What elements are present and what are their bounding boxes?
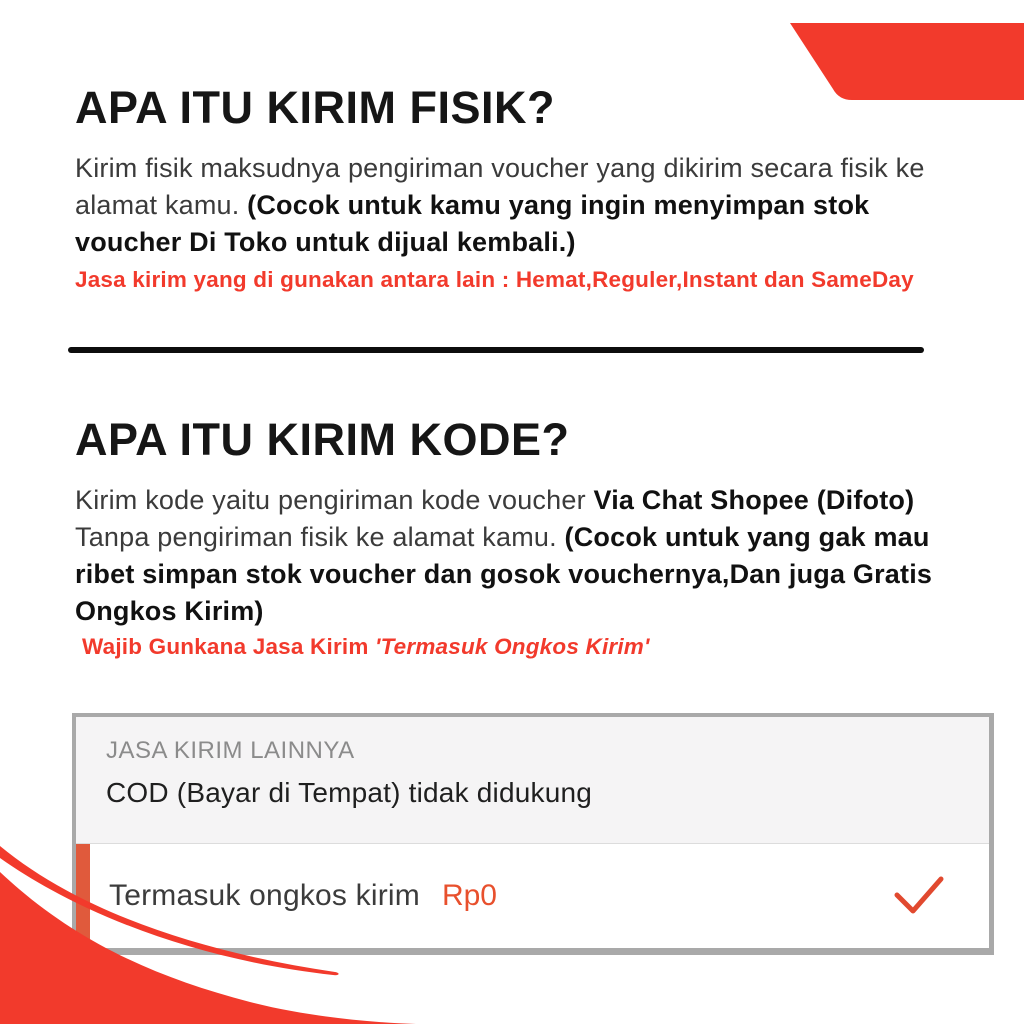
wave-shape-bottom-left [0,840,420,1024]
section-kode-title: APA ITU KIRIM KODE? [75,414,570,465]
shipping-option-price: Rp0 [441,879,497,912]
section-kode-body [75,482,943,630]
section-kode-note-normal: Wajib Gunkana Jasa Kirim [82,634,376,659]
shipping-card-header-label: JASA KIRIM LAINNYA [106,737,355,764]
section-kode-body-part1: Kirim kode yaitu pengiriman kode voucher [75,485,594,515]
shipping-card-cod-text: COD (Bayar di Tempat) tidak didukung [106,777,593,808]
section-kode-body-part2: Tanpa pengiriman fisik ke alamat kamu. [75,522,565,552]
section-fisik-note: Jasa kirim yang di gunakan antara lain : Hemat,Reguler,Instant dan SameDay [75,267,914,292]
section-fisik-body [75,150,943,261]
section-kode-body-bold2: (Cocok untuk yang gak mau ribet simpan stok voucher dan gosok vouchernya,Dan juga Gratis Ongkos Kirim) [75,522,933,626]
section-kode-body-bold1: Via Chat Shopee (Difoto) [593,485,915,515]
section-fisik-title: APA ITU KIRIM FISIK? [75,82,555,133]
shipping-card-header [76,717,989,843]
section-fisik-body-bold: (Cocok untuk kamu yang ingin menyimpan stok voucher Di Toko untuk dijual kembali.) [75,190,870,257]
corner-shape-top-right [780,0,1024,105]
section-kode-note-italic: 'Termasuk Ongkos Kirim' [375,634,650,659]
shipping-option-label: Termasuk ongkos kirim [109,879,420,912]
section-kode-note [82,634,982,660]
section-divider [68,347,924,353]
checkmark-icon [891,873,947,919]
section-fisik-body-normal: Kirim fisik maksudnya pengiriman voucher yang dikirim secara fisik ke alamat kamu. [75,153,925,220]
